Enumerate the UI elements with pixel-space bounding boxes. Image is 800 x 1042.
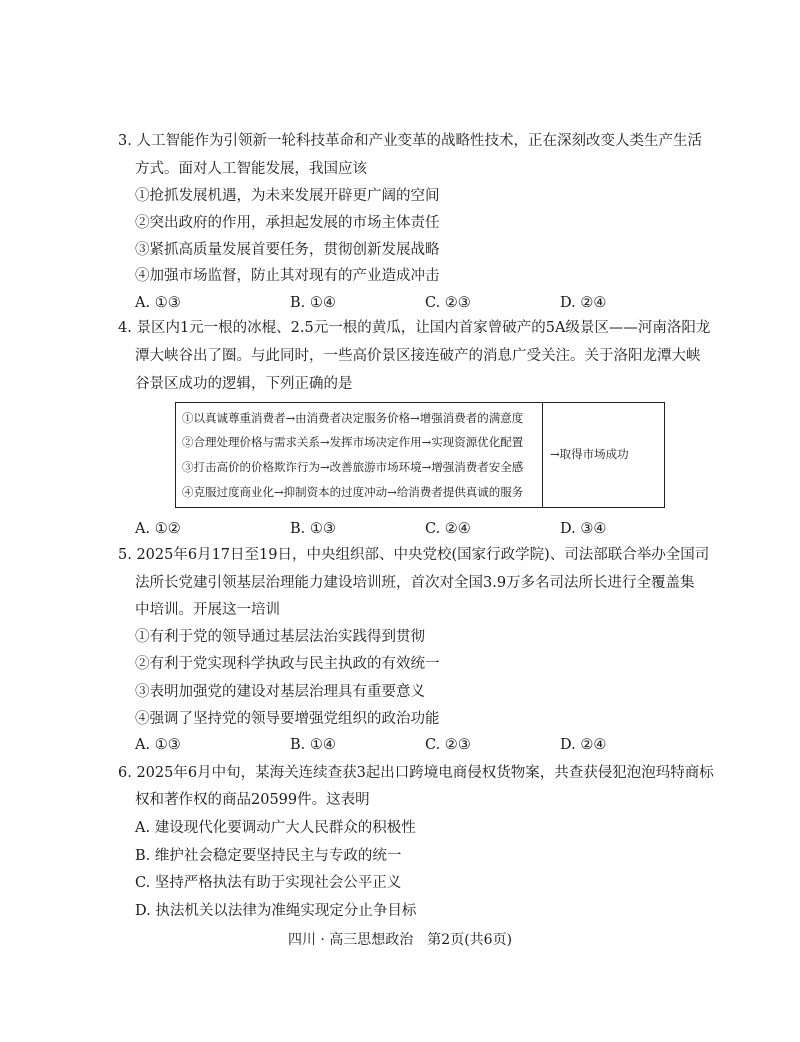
q3-choice-a: A. ①③ bbox=[135, 295, 181, 311]
q4-choice-a: A. ①② bbox=[135, 521, 181, 537]
page-footer: 四川 · 高三思想政治 第2页(共6页) bbox=[287, 932, 513, 948]
q5-stem-line3: 中培训。开展这一培训 bbox=[135, 602, 280, 618]
q4-box-divider bbox=[542, 403, 543, 507]
q6-option-b: B. 维护社会稳定要坚持民主与专政的统一 bbox=[135, 848, 402, 864]
q3-option-2: ②突出政府的作用，承担起发展的市场主体责任 bbox=[135, 215, 440, 231]
q5-choice-b: B. ①④ bbox=[290, 737, 336, 753]
q5-option-3: ③表明加强党的建设对基层治理具有重要意义 bbox=[135, 684, 425, 700]
q4-box-row-3: ③打击高价的价格欺诈行为→改善旅游市场环境→增强消费者安全感 bbox=[182, 460, 524, 474]
q4-choice-c: C. ②④ bbox=[425, 521, 471, 537]
q5-choice-c: C. ②③ bbox=[425, 737, 471, 753]
q5-option-4: ④强调了坚持党的领导要增强党组织的政治功能 bbox=[135, 711, 440, 727]
q6-option-d: D. 执法机关以法律为准绳实现定分止争目标 bbox=[135, 903, 417, 919]
q5-option-2: ②有利于党实现科学执政与民主执政的有效统一 bbox=[135, 656, 440, 672]
q5-choice-a: A. ①③ bbox=[135, 737, 181, 753]
q3-option-4: ④加强市场监督，防止其对现有的产业造成冲击 bbox=[135, 268, 440, 284]
q5-stem-line1: 5. 2025年6月17日至19日，中央组织部、中央党校(国家行政学院)、司法部联合举办全国司 bbox=[118, 547, 710, 563]
q6-stem-line2: 权和著作权的商品20599件。这表明 bbox=[135, 792, 370, 808]
q4-stem-line1: 4. 景区内1元一根的冰棍、2.5元一根的黄瓜，让国内首家曾破产的5A级景区——河南洛阳龙 bbox=[118, 320, 711, 336]
q4-box-row-2: ②合理处理价格与需求关系→发挥市场决定作用→实现资源优化配置 bbox=[182, 435, 524, 449]
q4-stem-line3: 谷景区成功的逻辑，下列正确的是 bbox=[135, 376, 353, 392]
q4-box-row-4: ④克服过度商业化→抑制资本的过度冲动→给消费者提供真诚的服务 bbox=[182, 485, 524, 499]
q3-option-1: ①抢抓发展机遇，为未来发展开辟更广阔的空间 bbox=[135, 188, 440, 204]
q3-stem-line2: 方式。面对人工智能发展，我国应该 bbox=[135, 161, 367, 177]
q4-logic-box bbox=[175, 402, 665, 508]
q3-choice-c: C. ②③ bbox=[425, 295, 471, 311]
q4-choice-b: B. ①③ bbox=[290, 521, 336, 537]
q6-option-a: A. 建设现代化要调动广大人民群众的积极性 bbox=[135, 820, 416, 836]
q5-option-1: ①有利于党的领导通过基层法治实践得到贯彻 bbox=[135, 629, 425, 645]
q3-choice-b: B. ①④ bbox=[290, 295, 336, 311]
q6-option-c: C. 坚持严格执法有助于实现社会公平正义 bbox=[135, 875, 402, 891]
q4-box-row-1: ①以真诚尊重消费者→由消费者决定服务价格→增强消费者的满意度 bbox=[182, 411, 524, 425]
q3-stem-line1: 3. 人工智能作为引领新一轮科技革命和产业变革的战略性技术，正在深刻改变人类生产生活 bbox=[118, 133, 702, 149]
q6-stem-line1: 6. 2025年6月中旬，某海关连续查获3起出口跨境电商侵权货物案，共查获侵犯泡泡玛特商标 bbox=[118, 765, 714, 781]
q4-choice-d: D. ③④ bbox=[560, 521, 607, 537]
q4-stem-line2: 潭大峡谷出了圈。与此同时，一些高价景区接连破产的消息广受关注。关于洛阳龙潭大峡 bbox=[135, 348, 701, 364]
q3-choice-d: D. ②④ bbox=[560, 295, 607, 311]
q5-stem-line2: 法所长党建引领基层治理能力建设培训班，首次对全国3.9万多名司法所长进行全覆盖集 bbox=[135, 575, 695, 591]
q3-option-3: ③紧抓高质量发展首要任务，贯彻创新发展战略 bbox=[135, 242, 440, 258]
q4-box-result: →取得市场成功 bbox=[550, 447, 629, 461]
q5-choice-d: D. ②④ bbox=[560, 737, 607, 753]
